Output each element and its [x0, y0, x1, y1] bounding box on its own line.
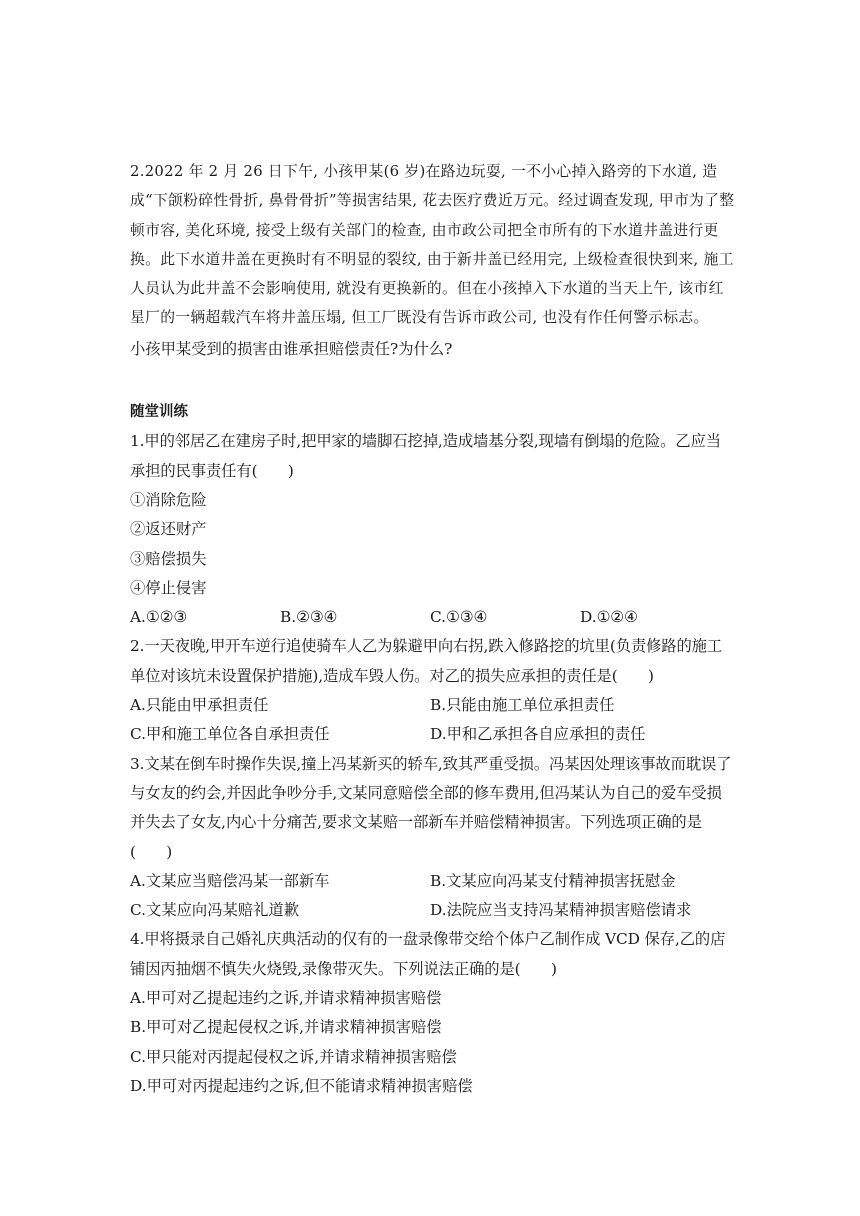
q2-option-d[interactable]: D.甲和乙承担各自应承担的责任	[430, 725, 646, 744]
q4-option-d[interactable]: D.甲可对丙提起违约之诉,但不能请求精神损害赔偿	[130, 1076, 473, 1095]
q2-option-c[interactable]: C.甲和施工单位各自承担责任	[130, 725, 330, 744]
q2-option-b[interactable]: B.只能由施工单位承担责任	[430, 696, 615, 715]
q3-option-a[interactable]: A.文某应当赔偿冯某一部新车	[130, 871, 330, 890]
document-page	[130, 157, 735, 1101]
q4-option-c[interactable]: C.甲只能对丙提起侵权之诉,并请求精神损害赔偿	[130, 1047, 457, 1066]
q4-option-b[interactable]: B.甲可对乙提起侵权之诉,并请求精神损害赔偿	[130, 1018, 442, 1037]
q3-options-row-1	[130, 867, 735, 896]
q2-options-row-1	[130, 691, 735, 720]
q3-option-c[interactable]: C.文某应向冯某赔礼道歉	[130, 901, 299, 920]
q1-option-b[interactable]: B.②③④	[280, 608, 338, 627]
q4-option-a[interactable]: A.甲可对乙提起违约之诉,并请求精神损害赔偿	[130, 989, 442, 1008]
q4-stem: 4.甲将摄录自己婚礼庆典活动的仅有的一盘录像带交给个体户乙制作成 VCD 保存,乙的店铺因丙抽烟不慎失火烧毁,录像带灭失。下列说法正确的是( )	[130, 930, 726, 978]
case-paragraph: 2.2022 年 2 月 26 日下午, 小孩甲某(6 岁)在路边玩耍, 一不小心掉入路旁的下水道, 造成“下颌粉碎性骨折, 鼻骨骨折”等损害结果, 花去医疗费近万元。经过调查发现, 甲市为了整顿市容, 美化环境, 接受上级有关部门的检查, 由市政公司把全市所有的下水道井盖进行更换。此下水道井盖在更换时有不明显的裂纹, 由于新井盖已经用完, 上级检查很快到来, 施工人员认为此井盖不会影响使用, 就没有更换新的。但在小孩掉入下水道的当天上午, 该市红星厂的一辆超载汽车将井盖压塌, 但工厂既没有告诉市政公司, 也没有作任何警示标志。	[130, 163, 735, 327]
q1-options	[130, 603, 735, 632]
q3-stem: 3.文某在倒车时操作失误,撞上冯某新买的轿车,致其严重受损。冯某因处理该事故而耽误了与女友的约会,并因此争吵分手,文某同意赔偿全部的修车费用,但冯某认为自己的爱车受损并失去了女友,内心十分痛苦,要求文某赔一部新车并赔偿精神损害。下列选项正确的是( )	[130, 754, 732, 861]
section-title: 随堂训练	[130, 404, 188, 421]
q1-stem: 1.甲的邻居乙在建房子时,把甲家的墙脚石挖掉,造成墙基分裂,现墙有倒塌的危险。乙应当承担的民事责任有( )	[130, 432, 721, 480]
q2-option-a[interactable]: A.只能由甲承担责任	[130, 696, 269, 715]
q1-item: ③赔偿损失	[130, 549, 207, 568]
q2-options-row-2	[130, 720, 735, 749]
q3-options-row-2	[130, 896, 735, 925]
q3-option-d[interactable]: D.法院应当支持冯某精神损害赔偿请求	[430, 901, 692, 920]
q2-stem: 2.一天夜晚,甲开车逆行追使骑车人乙为躲避甲向右拐,跌入修路挖的坑里(负责修路的施工单位对该坑未设置保护措施),造成车毁人伤。对乙的损失应承担的责任是( )	[130, 637, 723, 685]
case-question: 小孩甲某受到的损害由谁承担赔偿责任?为什么?	[130, 339, 453, 358]
q3-option-b[interactable]: B.文某应向冯某支付精神损害抚慰金	[430, 871, 676, 890]
q1-item: ④停止侵害	[130, 578, 207, 597]
q1-option-c[interactable]: C.①③④	[430, 608, 488, 627]
q1-item: ①消除危险	[130, 490, 207, 509]
q1-option-a[interactable]: A.①②③	[130, 608, 188, 627]
q1-item: ②返还财产	[130, 520, 207, 539]
q1-option-d[interactable]: D.①②④	[580, 608, 638, 627]
